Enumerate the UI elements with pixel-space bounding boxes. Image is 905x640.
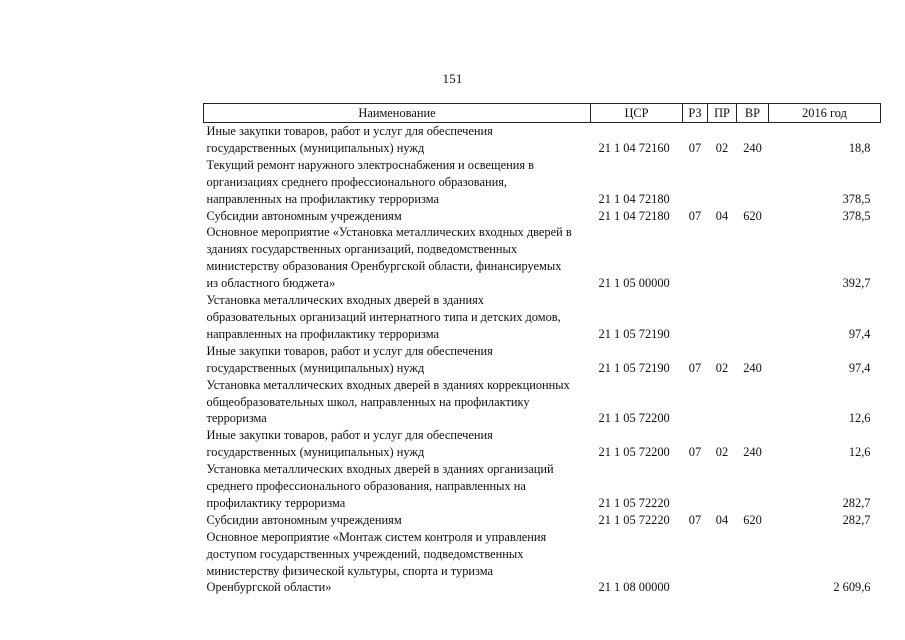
row-amount: 12,6 [848,445,871,460]
row-amount: 12,6 [848,411,871,426]
row-csr: 21 1 05 72190 [598,360,670,375]
row-pr [708,377,737,428]
row-name [204,461,591,512]
row-name [204,529,591,597]
row-name-line: профилактику терроризма [206,495,346,510]
row-amount: 378,5 [842,191,871,206]
row-name [204,427,591,461]
row-rz [683,292,708,343]
row-pr: 04 [715,208,729,223]
row-rz: 07 [688,512,702,527]
table-row [204,123,881,157]
row-name-line: организациях среднего профессионального образования, [206,174,508,189]
row-csr: 21 1 05 72200 [598,411,670,426]
row-rz: 07 [688,140,702,155]
row-name-line: Иные закупки товаров, работ и услуг для обеспечения [206,124,493,138]
row-name-line: министерству физической культуры, спорта и туризма [206,563,494,578]
table-row [204,292,881,343]
row-name-line: государственных (муниципальных) нужд [206,445,425,460]
row-amount: 282,7 [842,512,871,527]
table-row [204,157,881,208]
row-csr: 21 1 05 72220 [598,495,670,510]
row-vr [737,292,769,343]
row-name-line: Иные закупки товаров, работ и услуг для обеспечения [206,343,493,358]
row-vr: 240 [743,140,762,155]
row-csr: 21 1 05 72200 [598,445,670,460]
row-name-line: Основное мероприятие «Монтаж систем контроля и управления [206,529,547,544]
row-vr: 240 [743,360,762,375]
row-rz [683,224,708,292]
row-pr [708,461,737,512]
row-name-line: государственных (муниципальных) нужд [206,360,425,375]
row-rz [683,157,708,208]
row-name-line: Субсидии автономным учреждениям [206,512,402,527]
table-body [204,123,881,597]
row-amount: 97,4 [848,360,871,375]
row-csr: 21 1 08 00000 [598,580,670,595]
table-row [204,343,881,377]
header-rz: РЗ [683,104,708,123]
row-csr: 21 1 05 72190 [598,326,670,341]
row-rz [683,377,708,428]
row-amount: 392,7 [842,276,871,291]
row-name-line: среднего профессионального образования, направленных на [206,479,526,494]
row-name-line: Текущий ремонт наружного электроснабжения и освещения в [206,157,534,172]
table-row [204,461,881,512]
row-amount: 97,4 [848,326,871,341]
row-amount: 2 609,6 [833,580,871,595]
row-csr: 21 1 04 72180 [598,208,670,223]
row-name-line: Установка металлических входных дверей в зданиях коррекционных [206,377,570,392]
header-name: Наименование [204,104,591,123]
row-vr: 240 [743,445,762,460]
row-pr [708,529,737,597]
row-name-line: Установка металлических входных дверей в зданиях [206,293,484,308]
row-rz: 07 [688,360,702,375]
row-amount: 378,5 [842,208,871,223]
row-name-line: государственных (муниципальных) нужд [206,140,425,155]
table-header-row [204,104,881,123]
row-pr [708,292,737,343]
table-row [204,377,881,428]
row-pr: 04 [715,512,729,527]
row-name-line: Оренбургской области» [206,580,332,595]
header-csr: ЦСР [591,104,683,123]
table-row [204,224,881,292]
table-row [204,512,881,529]
row-rz: 07 [688,208,702,223]
row-name-line: Установка металлических входных дверей в зданиях организаций [206,462,554,477]
table-row [204,427,881,461]
row-name-line: Иные закупки товаров, работ и услуг для обеспечения [206,428,493,443]
row-amount: 282,7 [842,495,871,510]
row-rz: 07 [688,445,702,460]
row-csr: 21 1 05 72220 [598,512,670,527]
row-csr: 21 1 04 72160 [598,140,670,155]
row-vr [737,224,769,292]
row-name-line: направленных на профилактику терроризма [206,326,439,341]
header-pr: ПР [708,104,737,123]
row-csr: 21 1 04 72180 [598,191,670,206]
row-name-line: образовательных организаций интернатного типа и детских домов, [206,309,561,324]
table-row [204,529,881,597]
row-vr: 620 [743,208,762,223]
row-name-line: зданиях государственных организаций, подведомственных [206,242,518,257]
row-name-line: доступом государственных учреждений, подведомственных [206,546,524,561]
header-year: 2016 год [769,104,881,123]
row-pr [708,157,737,208]
table-row [204,208,881,225]
row-vr [737,529,769,597]
row-pr: 02 [715,360,729,375]
row-vr [737,377,769,428]
row-name [204,292,591,343]
row-name [204,377,591,428]
row-name [204,208,591,225]
budget-table [203,103,881,596]
row-vr [737,461,769,512]
row-rz [683,461,708,512]
row-name-line: Основное мероприятие «Установка металлических входных дверей в [206,225,572,240]
row-name-line: терроризма [206,411,267,426]
row-name-line: из областного бюджета» [206,276,336,291]
page-number: 151 [442,71,463,86]
row-csr: 21 1 05 00000 [598,276,670,291]
row-name [204,157,591,208]
row-name [204,343,591,377]
row-pr: 02 [715,445,729,460]
row-amount: 18,8 [848,140,871,155]
row-pr [708,224,737,292]
row-name-line: направленных на профилактику терроризма [206,191,439,206]
row-name-line: Субсидии автономным учреждениям [206,208,402,223]
header-vr: ВР [737,104,769,123]
row-name-line: общеобразовательных школ, направленных на профилактику [206,394,530,409]
row-vr: 620 [743,512,762,527]
row-pr: 02 [715,140,729,155]
row-vr [737,157,769,208]
row-rz [683,529,708,597]
row-name [204,512,591,529]
row-name [204,224,591,292]
row-name-line: министерству образования Оренбургской области, финансируемых [206,259,562,274]
row-name [204,123,591,157]
